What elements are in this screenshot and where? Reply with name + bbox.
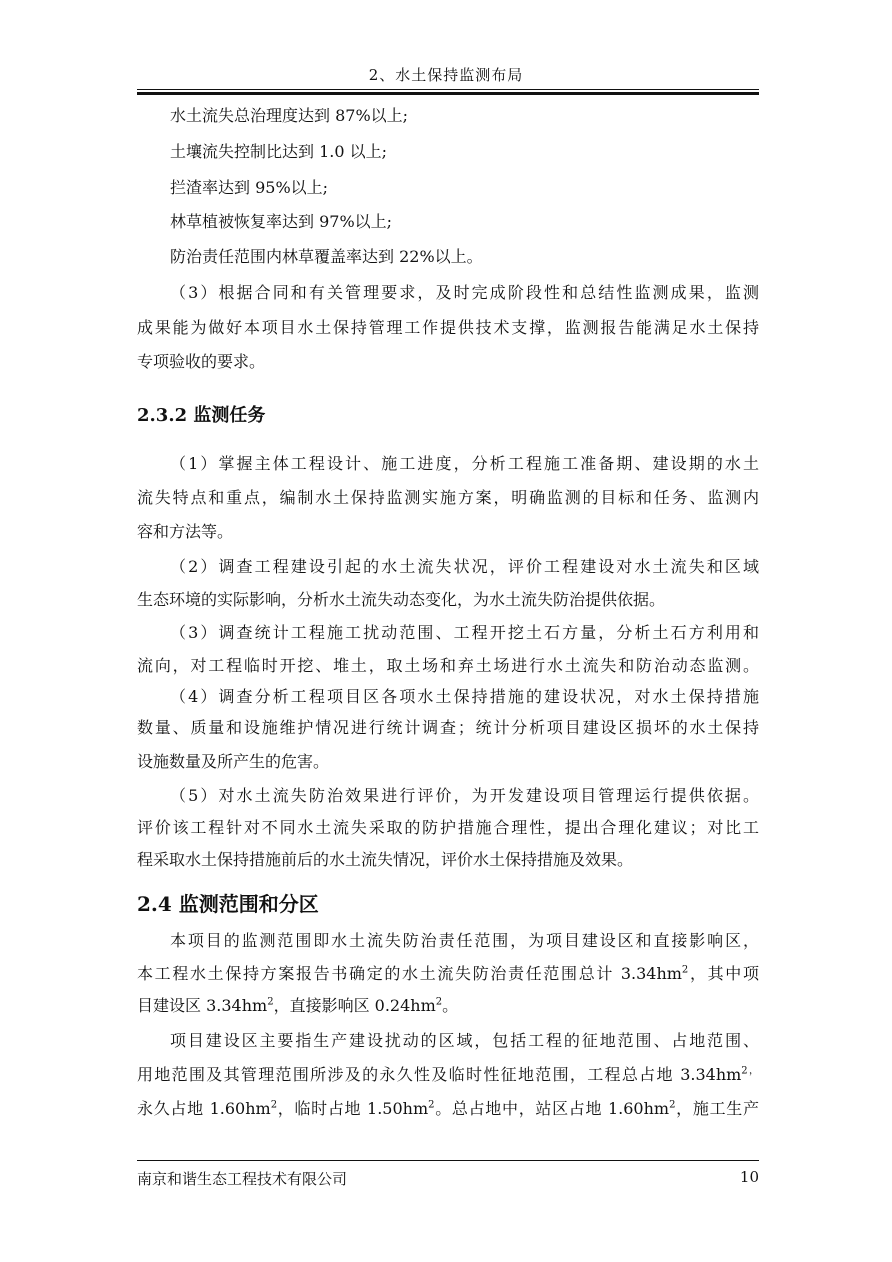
task-line: （2）调查工程建设引起的水土流失状况，评价工程建设对水土流失和区域	[170, 557, 759, 576]
paragraph-line: 成果能为做好本项目水土保持管理工作提供技术支撑，监测报告能满足水土保持	[137, 318, 759, 337]
footer-company: 南京和谐生态工程技术有限公司	[137, 1170, 348, 1188]
paragraph-line: （3）根据合同和有关管理要求，及时完成阶段性和总结性监测成果，监测	[170, 283, 759, 302]
scope-line: 项目建设区主要指生产建设扰动的区域，包括工程的征地范围、占地范围、	[170, 1031, 759, 1050]
target-item: 水土流失总治理度达到 87%以上;	[170, 106, 409, 125]
target-item: 拦渣率达到 95%以上;	[170, 178, 329, 197]
task-line: 容和方法等。	[137, 522, 234, 541]
header-rule-thick	[137, 92, 759, 95]
footer-rule	[137, 1160, 759, 1161]
task-line: 程采取水土保持措施前后的水土流失情况，评价水土保持措施及效果。	[137, 850, 634, 869]
section-heading-2-4: 2.4 监测范围和分区	[137, 892, 319, 916]
scope-line: 永久占地 $1.60hm^2$，临时占地 $1.50hm^2$。总占地中，站区占地 $1.60hm^2$，施工生产	[137, 1099, 759, 1118]
task-line: （4）调查分析工程项目区各项水土保持措施的建设状况，对水土保持措施	[170, 687, 759, 706]
task-line: （3）调查统计工程施工扰动范围、工程开挖土石方量，分析土石方利用和	[170, 623, 759, 642]
scope-line: 本项目的监测范围即水土流失防治责任范围，为项目建设区和直接影响区，	[170, 931, 759, 950]
paragraph-line: 专项验收的要求。	[137, 352, 266, 371]
task-line: （1）掌握主体工程设计、施工进度，分析工程施工准备期、建设期的水土	[170, 454, 759, 473]
target-item: 土壤流失控制比达到 1.0 以上;	[170, 142, 388, 161]
task-line: 设施数量及所产生的危害。	[137, 752, 330, 771]
task-line: 数量、质量和设施维护情况进行统计调查；统计分析项目建设区损坏的水土保持	[137, 718, 759, 737]
task-line: 生态环境的实际影响，分析水土流失动态变化，为水土流失防治提供依据。	[137, 590, 666, 609]
scope-line: 本工程水土保持方案报告书确定的水土流失防治责任范围总计 $3.34hm^2$，其中项	[137, 964, 759, 983]
task-line: 评价该工程针对不同水土流失采取的防护措施合理性，提出合理化建议；对比工	[137, 818, 759, 837]
scope-line: 目建设区 $3.34hm^2$，直接影响区 $0.24hm^2$。	[137, 996, 459, 1015]
header-title: 2、水土保持监测布局	[368, 66, 524, 84]
task-line: （5）对水土流失防治效果进行评价，为开发建设项目管理运行提供依据。	[170, 786, 759, 805]
target-item: 防治责任范围内林草覆盖率达到 22%以上。	[170, 247, 483, 266]
section-heading-2-3-2: 2.3.2 监测任务	[137, 405, 266, 426]
task-line: 流失特点和重点，编制水土保持监测实施方案，明确监测的目标和任务、监测内	[137, 488, 759, 507]
scope-line: 用地范围及其管理范围所涉及的永久性及临时性征地范围，工程总占地 $3.34hm^{2,}$	[137, 1065, 759, 1084]
page-footer	[137, 1168, 759, 1189]
task-line: 流向，对工程临时开挖、堆土，取土场和弃土场进行水土流失和防治动态监测。	[137, 656, 759, 675]
header-rule-thin	[137, 89, 759, 90]
target-item: 林草植被恢复率达到 97%以上;	[170, 212, 393, 231]
page-number: 10	[739, 1168, 759, 1186]
